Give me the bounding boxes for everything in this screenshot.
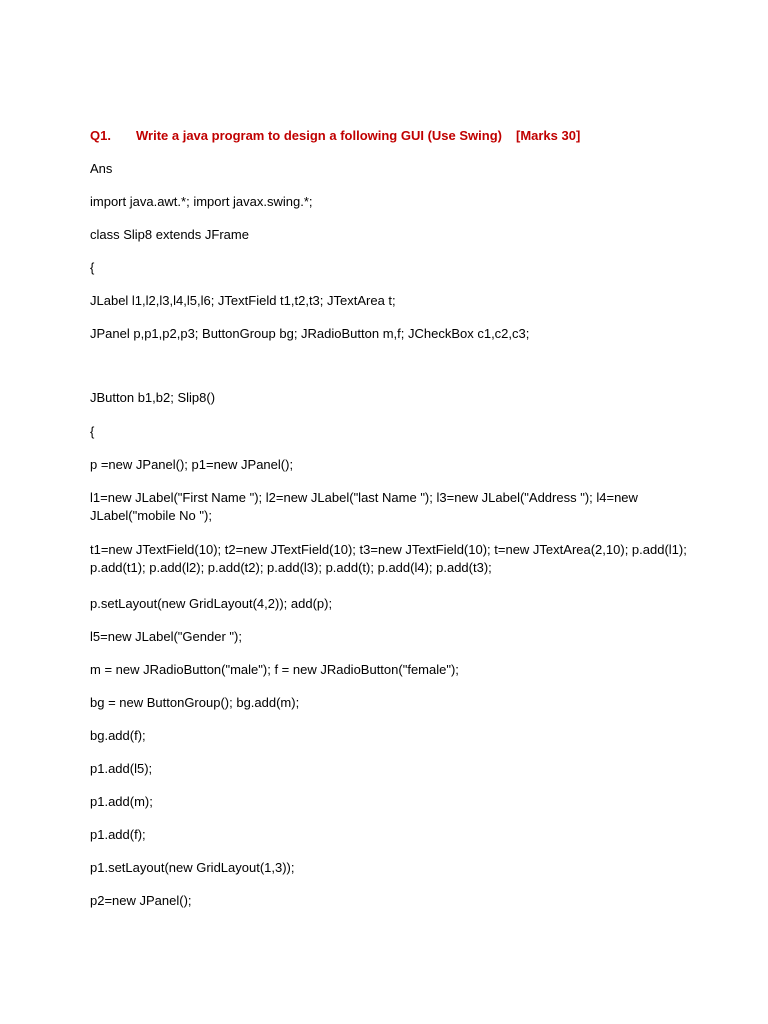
question-text: Write a java program to design a following GUI (Use Swing)	[136, 128, 502, 143]
code-line: p2=new JPanel();	[90, 893, 192, 908]
code-line: m = new JRadioButton("male"); f = new JRadioButton("female");	[90, 662, 459, 677]
code-line: p1.add(l5);	[90, 761, 153, 776]
code-line: p =new JPanel(); p1=new JPanel();	[90, 457, 294, 472]
code-line: bg.add(f);	[90, 728, 146, 743]
code-line: t1=new JTextField(10); t2=new JTextField(10); t3=new JTextField(10); t=new JTextArea(2,10); p.add(l1); p.add(t1); p.add(l2); p.add(t2); p.add(l3); p.add(t); p.add(l4); p.add(t3);	[90, 542, 691, 575]
code-line: {	[90, 260, 95, 275]
code-line: bg = new ButtonGroup(); bg.add(m);	[90, 695, 300, 710]
code-line: import java.awt.*; import javax.swing.*;	[90, 194, 313, 209]
code-line: {	[90, 424, 95, 439]
code-line: JPanel p,p1,p2,p3; ButtonGroup bg; JRadioButton m,f; JCheckBox c1,c2,c3;	[90, 326, 530, 341]
code-line: p1.add(m);	[90, 794, 153, 809]
code-line: class Slip8 extends JFrame	[90, 227, 249, 242]
answer-label: Ans	[90, 161, 113, 176]
code-line: p1.add(f);	[90, 827, 146, 842]
question-marks: [Marks 30]	[515, 128, 581, 143]
code-line: l5=new JLabel("Gender ");	[90, 629, 242, 644]
question-number: Q1.	[90, 128, 111, 143]
code-line: p1.setLayout(new GridLayout(1,3));	[90, 860, 295, 875]
question-heading	[90, 127, 690, 145]
code-line: p.setLayout(new GridLayout(4,2)); add(p);	[90, 596, 333, 611]
code-line: l1=new JLabel("First Name "); l2=new JLabel("last Name "); l3=new JLabel("Address "); l4=new JLabel("mobile No ");	[90, 490, 642, 523]
code-line: JLabel l1,l2,l3,l4,l5,l6; JTextField t1,t2,t3; JTextArea t;	[90, 293, 396, 308]
code-line: JButton b1,b2; Slip8()	[90, 390, 216, 405]
